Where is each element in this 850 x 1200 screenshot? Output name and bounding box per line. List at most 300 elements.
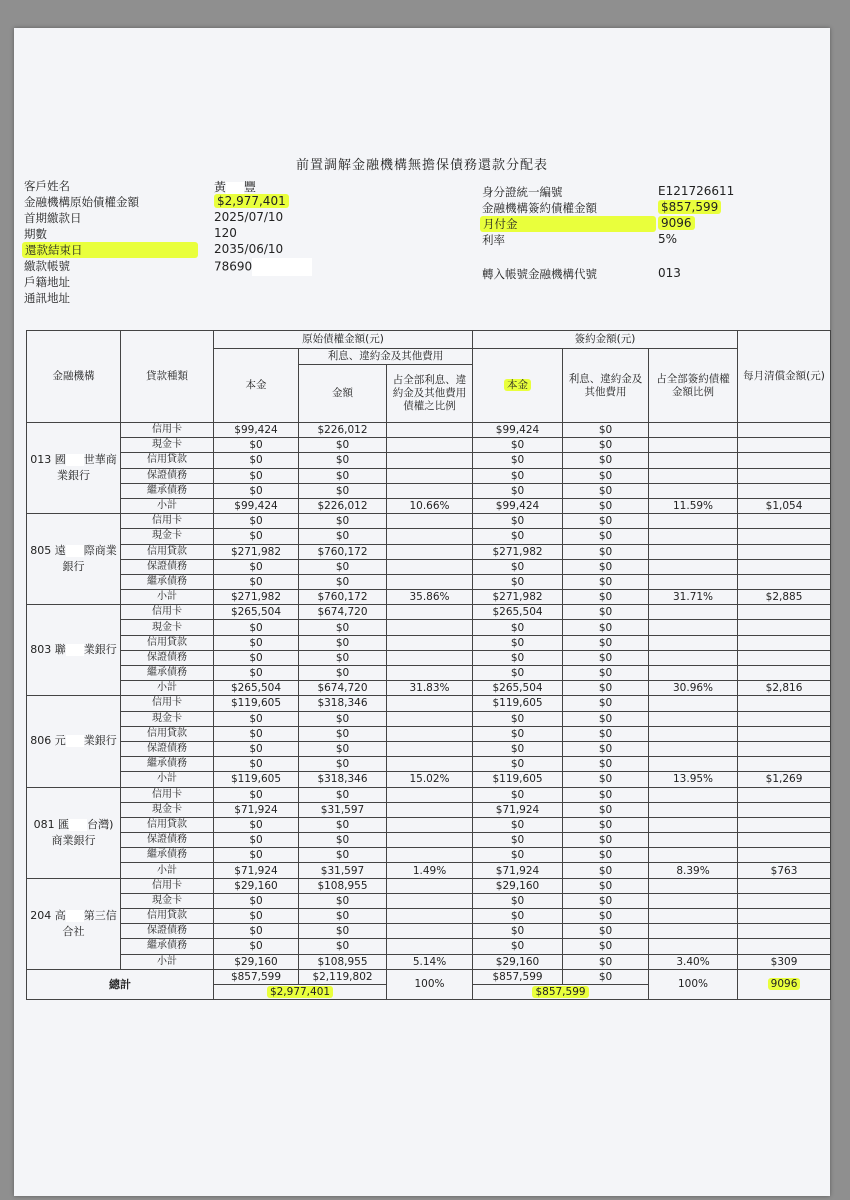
loan-type-cell: 信用卡	[121, 878, 214, 893]
agreed-interest-cell: $0	[563, 650, 649, 665]
total-interest: $2,119,802	[299, 969, 387, 984]
monthly-cell: $2,885	[738, 590, 831, 605]
interest-ratio-cell: 5.14%	[387, 954, 473, 969]
interest-ratio-cell	[387, 878, 473, 893]
table-row	[27, 817, 831, 832]
loan-type-cell: 信用卡	[121, 514, 214, 529]
interest-cell: $0	[299, 893, 387, 908]
agreed-principal-cell: $71,924	[473, 802, 563, 817]
agreed-ratio-cell: 8.39%	[649, 863, 738, 878]
loan-type-cell: 現金卡	[121, 711, 214, 726]
agreed-ratio-cell	[649, 468, 738, 483]
principal-cell: $119,605	[214, 772, 299, 787]
agreed-interest-cell: $0	[563, 438, 649, 453]
agreed-ratio-cell	[649, 650, 738, 665]
agreed-ratio-cell	[649, 939, 738, 954]
agreed-ratio-cell	[649, 817, 738, 832]
total-agreed-principal: $857,599	[473, 969, 563, 984]
agreed-principal-cell: $29,160	[473, 954, 563, 969]
end-date-value: 2035/06/10	[214, 242, 284, 256]
interest-cell: $108,955	[299, 954, 387, 969]
monthly-cell	[738, 893, 831, 908]
loan-type-cell: 信用卡	[121, 787, 214, 802]
agreed-principal-cell: $0	[473, 924, 563, 939]
loan-type-cell: 繼承債務	[121, 574, 214, 589]
monthly-cell	[738, 909, 831, 924]
agreed-principal-cell: $99,424	[473, 423, 563, 438]
agreed-ratio-cell	[649, 483, 738, 498]
table-row	[27, 878, 831, 893]
monthly-cell: $1,054	[738, 498, 831, 513]
principal-cell: $0	[214, 817, 299, 832]
header-agreed-principal: 本金	[473, 349, 563, 423]
interest-ratio-cell	[387, 893, 473, 908]
periods-label: 期數	[24, 227, 47, 241]
agreed-interest-cell: $0	[563, 574, 649, 589]
loan-type-cell: 繼承債務	[121, 848, 214, 863]
agreed-interest-cell: $0	[563, 878, 649, 893]
principal-cell: $0	[214, 438, 299, 453]
principal-cell: $271,982	[214, 544, 299, 559]
loan-type-cell: 現金卡	[121, 529, 214, 544]
agreed-ratio-cell	[649, 833, 738, 848]
table-row	[27, 620, 831, 635]
first-payment-label: 首期繳款日	[24, 211, 82, 225]
total-agreed-interest: $0	[563, 969, 649, 984]
interest-cell: $0	[299, 468, 387, 483]
redaction-mask	[66, 644, 84, 656]
account-label: 繳款帳號	[24, 259, 70, 273]
monthly-cell	[738, 529, 831, 544]
principal-cell: $99,424	[214, 423, 299, 438]
institution-name: 806 元 業銀行	[27, 696, 121, 787]
interest-ratio-cell	[387, 514, 473, 529]
subtotal-label: 小計	[121, 772, 214, 787]
interest-ratio-cell: 35.86%	[387, 590, 473, 605]
id-label: 身分證統一編號	[482, 185, 563, 199]
interest-cell: $0	[299, 529, 387, 544]
agreed-principal-cell: $119,605	[473, 696, 563, 711]
institution-name: 081 匯 台灣)商業銀行	[27, 787, 121, 878]
principal-cell: $0	[214, 635, 299, 650]
interest-cell: $0	[299, 924, 387, 939]
table-row	[27, 559, 831, 574]
monthly-cell	[738, 544, 831, 559]
loan-type-cell: 繼承債務	[121, 939, 214, 954]
loan-type-cell: 保證債務	[121, 650, 214, 665]
interest-ratio-cell	[387, 438, 473, 453]
loan-type-cell: 保證債務	[121, 559, 214, 574]
monthly-cell	[738, 453, 831, 468]
first-payment-value: 2025/07/10	[214, 210, 284, 224]
table-body	[27, 423, 831, 970]
agreed-interest-cell: $0	[563, 863, 649, 878]
institution-name: 204 高 第三信合社	[27, 878, 121, 969]
monthly-cell	[738, 924, 831, 939]
loan-type-cell: 現金卡	[121, 620, 214, 635]
interest-cell: $31,597	[299, 863, 387, 878]
agreed-principal-cell: $29,160	[473, 878, 563, 893]
interest-cell: $0	[299, 787, 387, 802]
agreed-principal-cell: $99,424	[473, 498, 563, 513]
agreed-interest-cell: $0	[563, 423, 649, 438]
header-interest-ratio: 占全部利息、違約金及其他費用債權之比例	[387, 365, 473, 423]
monthly-cell: $2,816	[738, 681, 831, 696]
interest-cell: $0	[299, 817, 387, 832]
principal-cell: $0	[214, 787, 299, 802]
interest-cell: $0	[299, 483, 387, 498]
interest-ratio-cell: 31.83%	[387, 681, 473, 696]
interest-ratio-cell	[387, 726, 473, 741]
interest-cell: $226,012	[299, 423, 387, 438]
transfer-code-label: 轉入帳號金融機構代號	[482, 267, 597, 281]
loan-type-cell: 信用貸款	[121, 453, 214, 468]
principal-cell: $0	[214, 741, 299, 756]
repayment-table	[26, 330, 831, 1000]
interest-ratio-cell	[387, 574, 473, 589]
table-row	[27, 757, 831, 772]
interest-ratio-cell	[387, 666, 473, 681]
header-original-group: 原始債權金額(元)	[214, 331, 473, 349]
subtotal-row	[27, 954, 831, 969]
agreed-interest-cell: $0	[563, 833, 649, 848]
header-agreed-interest: 利息、違約金及其他費用	[563, 349, 649, 423]
principal-cell: $0	[214, 924, 299, 939]
monthly-cell	[738, 848, 831, 863]
table-row	[27, 635, 831, 650]
principal-cell: $29,160	[214, 954, 299, 969]
agreed-principal-cell: $0	[473, 468, 563, 483]
agreed-ratio-cell: 31.71%	[649, 590, 738, 605]
subtotal-row	[27, 681, 831, 696]
table-row	[27, 574, 831, 589]
principal-cell: $0	[214, 529, 299, 544]
agreed-interest-cell: $0	[563, 817, 649, 832]
interest-ratio-cell	[387, 453, 473, 468]
interest-cell: $0	[299, 514, 387, 529]
interest-ratio-cell: 10.66%	[387, 498, 473, 513]
agreed-interest-cell: $0	[563, 529, 649, 544]
interest-cell: $226,012	[299, 498, 387, 513]
agreed-interest-cell: $0	[563, 787, 649, 802]
interest-cell: $674,720	[299, 605, 387, 620]
table-row	[27, 802, 831, 817]
subtotal-label: 小計	[121, 681, 214, 696]
loan-type-cell: 繼承債務	[121, 483, 214, 498]
monthly-cell	[738, 620, 831, 635]
interest-ratio-cell	[387, 787, 473, 802]
periods-value: 120	[214, 226, 237, 240]
monthly-label: 月付金	[480, 216, 656, 232]
agreed-ratio-cell	[649, 909, 738, 924]
agreed-principal-cell: $71,924	[473, 863, 563, 878]
interest-cell: $108,955	[299, 878, 387, 893]
agreed-principal-cell: $0	[473, 453, 563, 468]
agreed-interest-cell: $0	[563, 726, 649, 741]
agreed-interest-cell: $0	[563, 696, 649, 711]
loan-type-cell: 繼承債務	[121, 757, 214, 772]
principal-cell: $0	[214, 468, 299, 483]
loan-type-cell: 現金卡	[121, 438, 214, 453]
monthly-cell	[738, 559, 831, 574]
agreed-ratio-cell: 11.59%	[649, 498, 738, 513]
table-row	[27, 893, 831, 908]
loan-type-cell: 信用貸款	[121, 635, 214, 650]
agreed-interest-cell: $0	[563, 939, 649, 954]
monthly-cell	[738, 605, 831, 620]
interest-ratio-cell	[387, 650, 473, 665]
agreed-principal-cell: $265,504	[473, 605, 563, 620]
domicile-label: 戶籍地址	[24, 275, 70, 289]
principal-cell: $0	[214, 650, 299, 665]
principal-cell: $0	[214, 711, 299, 726]
agreed-principal-cell: $0	[473, 529, 563, 544]
table-row	[27, 711, 831, 726]
loan-type-cell: 保證債務	[121, 833, 214, 848]
agreed-ratio-cell	[649, 423, 738, 438]
agreed-interest-cell: $0	[563, 924, 649, 939]
agreed-ratio-cell	[649, 696, 738, 711]
agreed-principal-cell: $0	[473, 741, 563, 756]
total-agreed-ratio: 100%	[649, 969, 738, 999]
principal-cell: $0	[214, 514, 299, 529]
monthly-cell	[738, 650, 831, 665]
monthly-cell	[738, 787, 831, 802]
end-date-label: 還款結束日	[22, 242, 198, 258]
principal-cell: $71,924	[214, 802, 299, 817]
redaction-mask	[66, 545, 84, 557]
redaction-mask	[69, 819, 87, 831]
loan-type-cell: 信用貸款	[121, 817, 214, 832]
interest-cell: $0	[299, 726, 387, 741]
agreed-interest-cell: $0	[563, 483, 649, 498]
loan-type-cell: 保證債務	[121, 924, 214, 939]
agreed-ratio-cell	[649, 574, 738, 589]
principal-cell: $265,504	[214, 681, 299, 696]
subtotal-label: 小計	[121, 498, 214, 513]
header-institution: 金融機構	[27, 331, 121, 423]
table-row	[27, 483, 831, 498]
monthly-cell	[738, 483, 831, 498]
agreed-interest-cell: $0	[563, 559, 649, 574]
agreed-ratio-cell	[649, 453, 738, 468]
agreed-interest-cell: $0	[563, 453, 649, 468]
total-monthly: 9096	[738, 969, 831, 999]
header-amount: 金額	[299, 365, 387, 423]
agreed-principal-cell: $0	[473, 514, 563, 529]
interest-cell: $0	[299, 848, 387, 863]
agreed-ratio-cell	[649, 711, 738, 726]
table-row	[27, 453, 831, 468]
agreed-interest-cell: $0	[563, 468, 649, 483]
interest-ratio-cell	[387, 423, 473, 438]
agreed-principal-cell: $271,982	[473, 590, 563, 605]
monthly-cell	[738, 939, 831, 954]
mailing-label: 通訊地址	[24, 291, 70, 305]
monthly-cell: $763	[738, 863, 831, 878]
agreed-ratio-cell	[649, 605, 738, 620]
agreed-interest-cell: $0	[563, 590, 649, 605]
header-principal: 本金	[214, 349, 299, 423]
loan-type-cell: 保證債務	[121, 468, 214, 483]
agreed-interest-cell: $0	[563, 635, 649, 650]
orig-claim-value: $2,977,401	[214, 194, 289, 208]
agreed-principal-cell: $0	[473, 848, 563, 863]
agreed-ratio-cell: 3.40%	[649, 954, 738, 969]
header-loan-type: 貸款種類	[121, 331, 214, 423]
redaction-mask	[66, 910, 84, 922]
agreed-principal-cell: $0	[473, 817, 563, 832]
document-page	[14, 28, 830, 1196]
institution-name: 805 遠 際商業銀行	[27, 514, 121, 605]
interest-ratio-cell	[387, 696, 473, 711]
interest-ratio-cell	[387, 529, 473, 544]
agreed-interest-cell: $0	[563, 514, 649, 529]
institution-name: 803 聯 業銀行	[27, 605, 121, 696]
interest-cell: $0	[299, 757, 387, 772]
monthly-cell	[738, 438, 831, 453]
loan-type-cell: 現金卡	[121, 893, 214, 908]
interest-cell: $0	[299, 666, 387, 681]
interest-cell: $760,172	[299, 590, 387, 605]
redaction-mask	[66, 735, 84, 747]
subtotal-label: 小計	[121, 863, 214, 878]
interest-cell: $318,346	[299, 772, 387, 787]
agreed-interest-cell: $0	[563, 909, 649, 924]
interest-ratio-cell	[387, 559, 473, 574]
agreed-interest-cell: $0	[563, 741, 649, 756]
header-interest-group: 利息、違約金及其他費用	[299, 349, 473, 365]
agreed-ratio-cell	[649, 741, 738, 756]
agreed-ratio-cell	[649, 635, 738, 650]
subtotal-label: 小計	[121, 954, 214, 969]
client-name-label: 客戶姓名	[24, 179, 70, 193]
agreed-ratio-cell	[649, 787, 738, 802]
agreed-principal-cell: $0	[473, 711, 563, 726]
interest-cell: $0	[299, 620, 387, 635]
agreed-interest-cell: $0	[563, 681, 649, 696]
interest-ratio-cell	[387, 939, 473, 954]
principal-cell: $0	[214, 483, 299, 498]
agreed-interest-cell: $0	[563, 544, 649, 559]
loan-type-cell: 信用卡	[121, 696, 214, 711]
total-principal: $857,599	[214, 969, 299, 984]
principal-cell: $0	[214, 833, 299, 848]
document-title: 前置調解金融機構無擔保債務還款分配表	[295, 158, 548, 173]
agreed-principal-cell: $0	[473, 559, 563, 574]
monthly-cell	[738, 802, 831, 817]
agreed-claim-value: $857,599	[658, 200, 721, 214]
header-agreed-ratio: 占全部簽約債權金額比例	[649, 349, 738, 423]
interest-cell: $760,172	[299, 544, 387, 559]
client-name-value: 黃 豐	[214, 180, 257, 194]
interest-cell: $0	[299, 833, 387, 848]
agreed-ratio-cell	[649, 848, 738, 863]
table-row	[27, 833, 831, 848]
agreed-interest-cell: $0	[563, 954, 649, 969]
table-row	[27, 468, 831, 483]
agreed-ratio-cell	[649, 529, 738, 544]
monthly-cell	[738, 514, 831, 529]
agreed-interest-cell: $0	[563, 848, 649, 863]
agreed-ratio-cell	[649, 438, 738, 453]
agreed-principal-cell: $0	[473, 757, 563, 772]
agreed-principal-cell: $0	[473, 635, 563, 650]
principal-cell: $29,160	[214, 878, 299, 893]
agreed-ratio-cell	[649, 726, 738, 741]
interest-cell: $0	[299, 650, 387, 665]
interest-cell: $0	[299, 939, 387, 954]
principal-cell: $0	[214, 620, 299, 635]
interest-ratio-cell	[387, 544, 473, 559]
interest-cell: $0	[299, 559, 387, 574]
agreed-interest-cell: $0	[563, 802, 649, 817]
agreed-interest-cell: $0	[563, 772, 649, 787]
monthly-cell	[738, 757, 831, 772]
table-row	[27, 741, 831, 756]
agreed-ratio-cell	[649, 893, 738, 908]
principal-cell: $0	[214, 939, 299, 954]
loan-type-cell: 信用貸款	[121, 726, 214, 741]
agreed-interest-cell: $0	[563, 605, 649, 620]
subtotal-row	[27, 863, 831, 878]
table-row	[27, 909, 831, 924]
interest-cell: $0	[299, 909, 387, 924]
interest-ratio-cell	[387, 741, 473, 756]
agreed-ratio-cell	[649, 559, 738, 574]
agreed-interest-cell: $0	[563, 711, 649, 726]
table-row	[27, 650, 831, 665]
principal-cell: $0	[214, 453, 299, 468]
agreed-principal-cell: $0	[473, 893, 563, 908]
redaction-mask	[66, 454, 84, 466]
table-row	[27, 423, 831, 438]
table-row	[27, 544, 831, 559]
agreed-interest-cell: $0	[563, 757, 649, 772]
interest-ratio-cell	[387, 833, 473, 848]
interest-ratio-cell: 15.02%	[387, 772, 473, 787]
monthly-cell	[738, 817, 831, 832]
loan-type-cell: 信用貸款	[121, 544, 214, 559]
interest-ratio-cell	[387, 635, 473, 650]
principal-cell: $0	[214, 757, 299, 772]
id-value: E121726611	[658, 184, 735, 198]
agreed-ratio-cell: 30.96%	[649, 681, 738, 696]
agreed-interest-cell: $0	[563, 620, 649, 635]
principal-cell: $119,605	[214, 696, 299, 711]
agreed-interest-cell: $0	[563, 498, 649, 513]
rate-value: 5%	[658, 232, 678, 246]
table-row	[27, 787, 831, 802]
interest-ratio-cell: 1.49%	[387, 863, 473, 878]
monthly-cell	[738, 666, 831, 681]
total-label: 總計	[27, 969, 214, 999]
agreed-principal-cell: $0	[473, 650, 563, 665]
table-row	[27, 514, 831, 529]
table-row	[27, 605, 831, 620]
agreed-principal-cell: $0	[473, 483, 563, 498]
table-row	[27, 438, 831, 453]
table-row	[27, 848, 831, 863]
agreed-principal-cell: $0	[473, 726, 563, 741]
table-row	[27, 696, 831, 711]
principal-cell: $0	[214, 909, 299, 924]
account-value: 78690	[214, 258, 312, 276]
principal-cell: $0	[214, 559, 299, 574]
agreed-ratio-cell	[649, 878, 738, 893]
principal-cell: $271,982	[214, 590, 299, 605]
agreed-ratio-cell	[649, 666, 738, 681]
